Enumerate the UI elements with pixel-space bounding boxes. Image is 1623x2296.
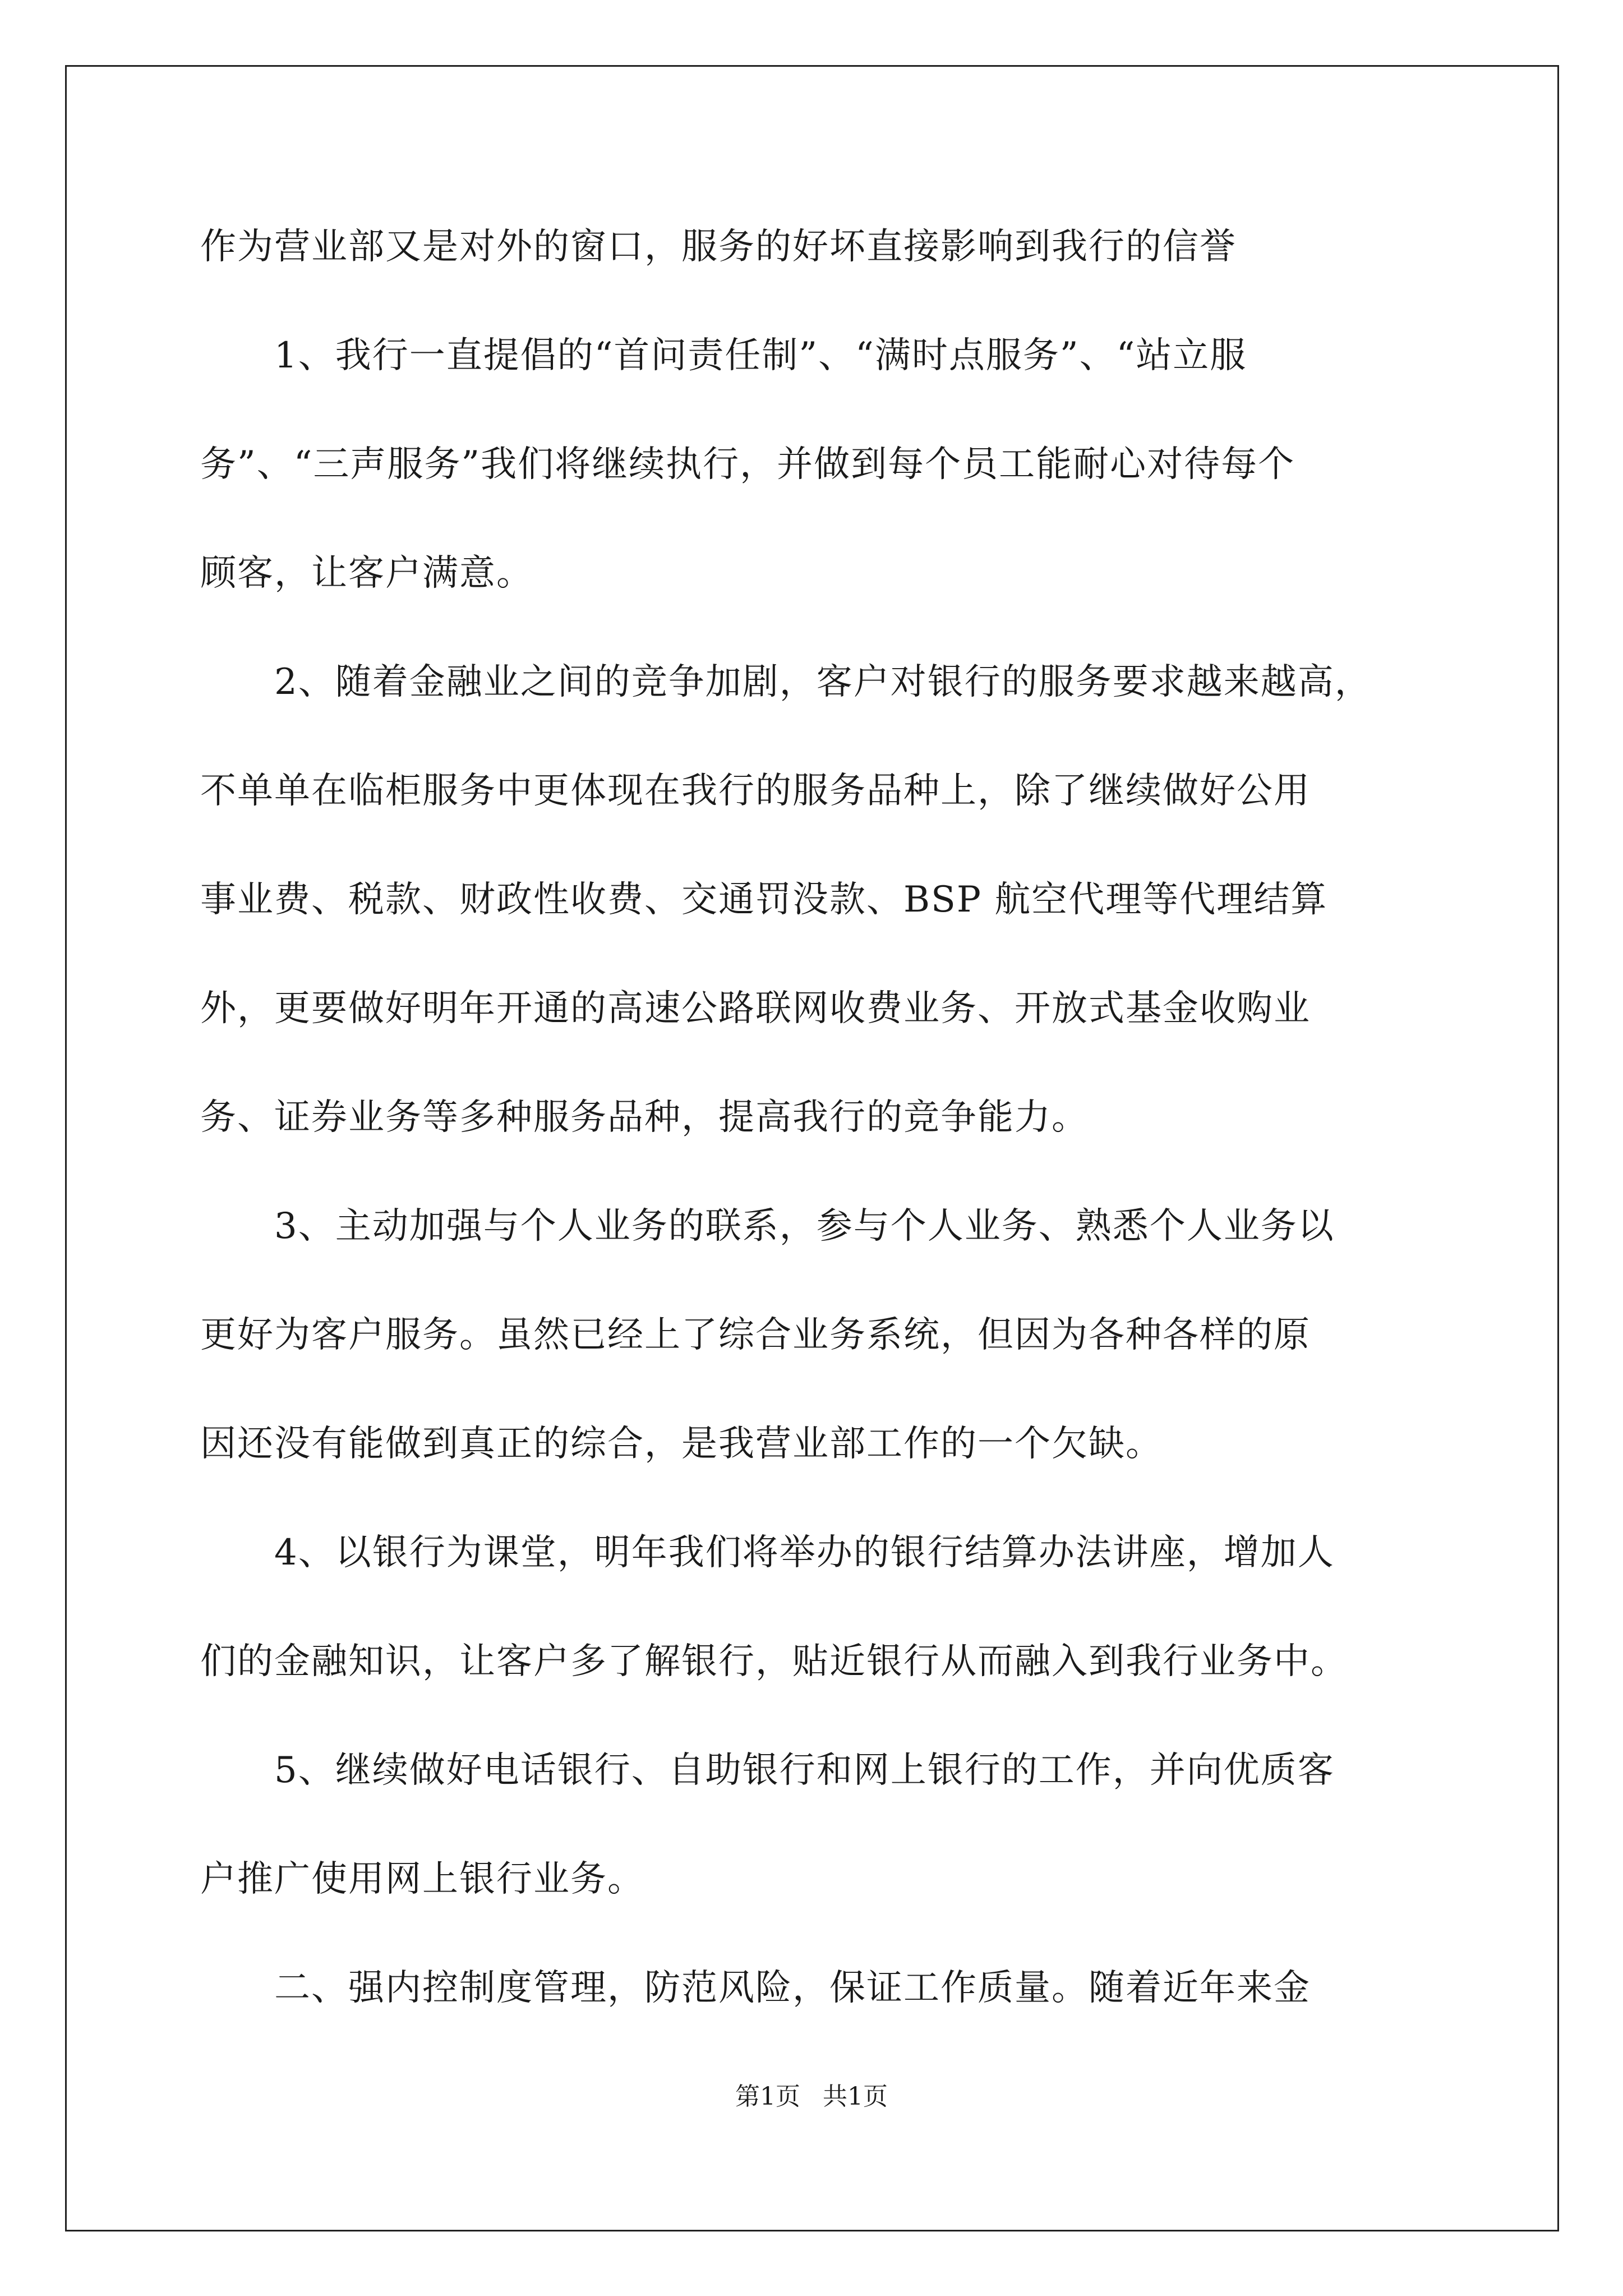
paragraph-line: 因还没有能做到真正的综合，是我营业部工作的一个欠缺。 [200,1423,1163,1465]
paragraph-line: 不单单在临柜服务中更体现在我行的服务品种上，除了继续做好公用 [200,770,1311,812]
paragraph-line: 作为营业部又是对外的窗口，服务的好坏直接影响到我行的信誉 [200,226,1237,268]
page-number: 第1页 [735,2082,800,2111]
page-footer [0,2080,1623,2114]
paragraph-line: 事业费、税款、财政性收费、交通罚没款、BSP 航空代理等代理结算 [200,879,1328,921]
paragraph-line: 1、我行一直提倡的“首问责任制”、“满时点服务”、“站立服 [200,335,1247,376]
document-body [200,213,1423,2063]
paragraph-line: 外，更要做好明年开通的高速公路联网收费业务、开放式基金收购业 [200,988,1311,1029]
paragraph-line: 务、证券业务等多种服务品种，提高我行的竞争能力。 [200,1097,1089,1138]
paragraph-line: 4、以银行为课堂，明年我们将举办的银行结算办法讲座，增加人 [200,1532,1335,1573]
paragraph-line: 3、主动加强与个人业务的联系，参与个人业务、熟悉个人业务以 [200,1205,1335,1247]
paragraph-line: 户推广使用网上银行业务。 [200,1858,644,1900]
paragraph-line: 们的金融知识，让客户多了解银行，贴近银行从而融入到我行业务中。 [200,1641,1348,1682]
paragraph-line: 2、随着金融业之间的竞争加剧，客户对银行的服务要求越来越高， [200,661,1372,703]
page-total: 共1页 [823,2082,888,2111]
paragraph-line: 顾客，让客户满意。 [200,553,533,594]
paragraph-line: 二、强内控制度管理，防范风险，保证工作质量。随着近年来金 [200,1967,1311,2009]
paragraph-line: 5、继续做好电话银行、自助银行和网上银行的工作，并向优质客 [200,1750,1335,1791]
paragraph-line: 务”、“三声服务”我们将继续执行，并做到每个员工能耐心对待每个 [200,444,1295,485]
paragraph-line: 更好为客户服务。虽然已经上了综合业务系统，但因为各种各样的原 [200,1314,1311,1356]
